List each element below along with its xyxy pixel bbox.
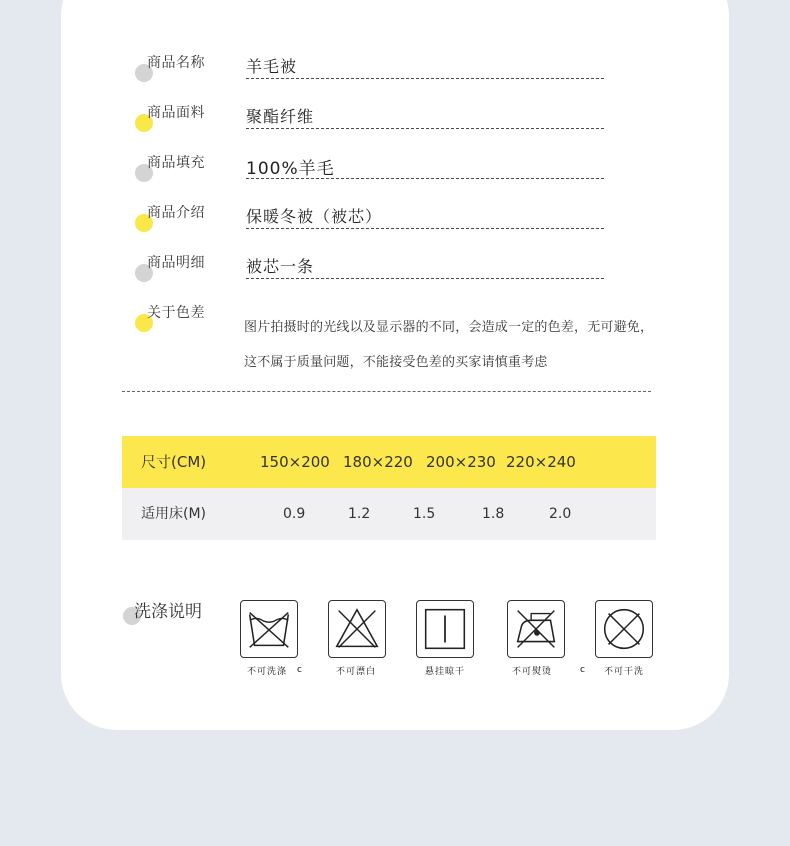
size-cell: 200×230	[426, 453, 496, 471]
bed-size-label: 适用床(M)	[141, 506, 207, 522]
bed-size-row	[122, 488, 656, 540]
info-row-name	[61, 52, 729, 92]
no-bleach-icon	[328, 600, 386, 658]
color-note-line-2: 这不属于质量问题，不能接受色差的买家请慎重考虑	[244, 355, 548, 370]
dashed-divider	[246, 278, 604, 279]
info-row-detail	[61, 252, 729, 292]
bed-cell: 2.0	[549, 506, 572, 522]
color-note-line-1: 图片拍摄时的光线以及显示器的不同，会造成一定的色差，无可避免，	[244, 320, 654, 335]
info-row-intro	[61, 202, 729, 242]
info-label: 商品填充	[147, 155, 205, 171]
wash-caption: 悬挂晾干	[425, 667, 466, 677]
info-value: 保暖冬被（被芯）	[246, 207, 383, 226]
wash-caption: 不可干洗	[604, 667, 645, 677]
line-dry-icon	[416, 600, 474, 658]
info-value: 100%羊毛	[246, 159, 335, 179]
size-header-label: 尺寸(CM)	[141, 453, 207, 471]
bed-cell: 1.5	[413, 506, 436, 522]
size-cell: 220×240	[506, 453, 576, 471]
info-label: 关于色差	[147, 305, 205, 321]
dashed-divider	[246, 128, 604, 129]
info-label: 商品介绍	[147, 205, 205, 221]
info-row-fabric	[61, 102, 729, 142]
size-cell: 150×200	[260, 453, 330, 471]
dashed-divider	[246, 78, 604, 79]
size-header-row	[122, 436, 656, 488]
size-cell: 180×220	[343, 453, 413, 471]
wash-title-text: 洗涤说明	[134, 602, 202, 622]
dashed-divider	[246, 178, 604, 179]
no-iron-icon	[507, 600, 565, 658]
info-value: 被芯一条	[246, 257, 315, 276]
info-label: 商品面料	[147, 105, 205, 121]
info-value: 聚酯纤维	[246, 107, 315, 126]
wash-caption: 不可洗涤	[247, 667, 288, 677]
bed-cell: 1.2	[348, 506, 371, 522]
size-table	[122, 436, 656, 540]
info-row-filling	[61, 152, 729, 192]
no-dry-clean-icon	[595, 600, 653, 658]
color-note-row	[61, 302, 729, 382]
section-divider	[122, 391, 651, 392]
wash-caption: 不可熨烫	[512, 667, 553, 677]
no-wash-icon	[240, 600, 298, 658]
info-value: 羊毛被	[246, 57, 298, 76]
info-label: 商品明细	[147, 255, 205, 271]
wash-title	[123, 597, 223, 627]
wash-caption: 不可漂白	[336, 667, 377, 677]
bed-cell: 1.8	[482, 506, 505, 522]
bed-cell: 0.9	[283, 506, 306, 522]
wash-caption-suffix: c	[297, 665, 302, 675]
wash-caption-suffix: c	[580, 665, 585, 675]
product-details-card	[61, 0, 729, 730]
dashed-divider	[246, 228, 604, 229]
info-label: 商品名称	[147, 55, 205, 71]
